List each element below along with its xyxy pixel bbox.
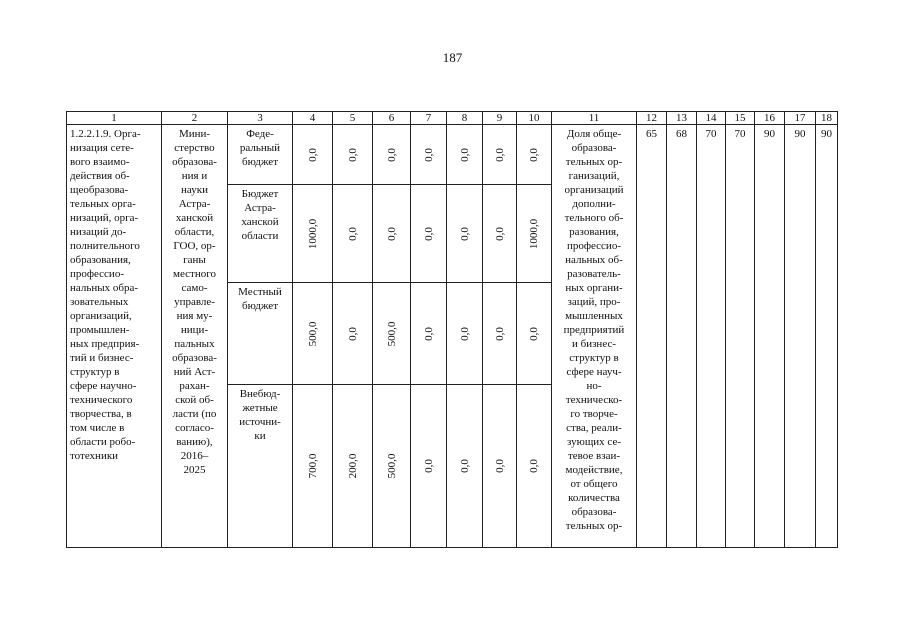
col-header: 11 (552, 112, 637, 125)
text-line: действия об- (70, 170, 130, 182)
amount-value: 0,0 (306, 147, 319, 162)
measure-cell (67, 125, 162, 548)
text-line: тельных орга- (70, 198, 136, 210)
amount-cell (447, 283, 483, 385)
col-header: 10 (517, 112, 552, 125)
text-line: том числе в (70, 422, 125, 434)
col-header: 6 (373, 112, 411, 125)
text-line: ки (254, 430, 266, 442)
text-line: бюджет (242, 300, 278, 312)
col-header: 1 (67, 112, 162, 125)
target-value: 90 (764, 128, 775, 140)
text-line: рахан- (179, 380, 210, 392)
text-line: ганизаций, (568, 170, 620, 182)
page-number: 187 (442, 50, 463, 65)
text-line: от общего (570, 478, 618, 490)
text-line: образова- (571, 506, 617, 518)
col-header: 17 (785, 112, 816, 125)
target-value-cell (726, 125, 755, 548)
text-line: ханской (241, 216, 279, 228)
amount-value: 0,0 (458, 459, 471, 473)
col-header: 16 (755, 112, 785, 125)
text-line: разователь- (567, 268, 621, 280)
target-value-cell (785, 125, 816, 548)
text-line: образова- (571, 142, 617, 154)
text-line: дополни- (572, 198, 616, 210)
text-line: предприятий (563, 324, 625, 336)
source-label (228, 125, 293, 185)
target-value: 90 (821, 128, 832, 140)
text-line: Астра- (244, 202, 276, 214)
amount-cell (483, 385, 517, 548)
text-line: науки (181, 184, 208, 196)
text-line: низаций до- (70, 226, 127, 238)
text-line: сфере науч- (566, 366, 622, 378)
text-line: пальных (174, 338, 215, 350)
col-header: 9 (483, 112, 517, 125)
text-line: жетные (242, 402, 278, 414)
col-header: 2 (162, 112, 228, 125)
amount-value: 1000,0 (306, 218, 319, 249)
amount-cell (373, 385, 411, 548)
amount-cell (373, 185, 411, 283)
amount-cell (447, 185, 483, 283)
amount-value: 0,0 (346, 226, 359, 241)
target-value-cell (667, 125, 697, 548)
target-value-cell (697, 125, 726, 548)
target-value: 65 (646, 128, 657, 140)
text-line: управле- (174, 296, 215, 308)
amount-cell (373, 125, 411, 185)
target-value: 68 (676, 128, 687, 140)
text-line: нальных об- (565, 254, 623, 266)
amount-cell (293, 283, 333, 385)
text-line: 2025 (183, 464, 206, 476)
target-value-cell (755, 125, 785, 548)
amount-cell (293, 185, 333, 283)
text-line: области робо- (70, 436, 136, 448)
target-value-cell (637, 125, 667, 548)
amount-value: 0,0 (528, 326, 540, 341)
text-line: тотехники (70, 450, 119, 462)
amount-value: 700,0 (306, 453, 319, 479)
amount-value: 0,0 (528, 147, 540, 162)
text-line: бюджет (242, 156, 278, 168)
text-line: ния му- (176, 310, 213, 322)
text-line: Феде- (246, 128, 274, 140)
col-header: 18 (816, 112, 838, 125)
text-line: ния и (181, 170, 208, 182)
text-line: тевое взаи- (567, 450, 621, 462)
text-line: техническо- (565, 394, 623, 406)
text-line: но- (586, 380, 602, 392)
amount-value: 500,0 (385, 453, 398, 479)
text-line: образова- (172, 352, 217, 364)
source-row (67, 125, 838, 185)
col-header: 3 (228, 112, 293, 125)
amount-value: 0,0 (493, 326, 506, 341)
text-line: промышлен- (70, 324, 130, 336)
text-line: количества (568, 492, 620, 504)
text-line: го творче- (570, 408, 618, 420)
text-line: ници- (180, 324, 209, 336)
text-line: 1.2.2.1.9. Орга- (70, 128, 141, 140)
amount-value: 0,0 (528, 459, 540, 473)
text-line: ных предприя- (70, 338, 140, 350)
amount-value: 0,0 (458, 226, 471, 241)
text-line: области (241, 230, 279, 242)
text-line: разования, (569, 226, 619, 238)
amount-value: 1000,0 (528, 218, 540, 249)
text-line: ства, реали- (566, 422, 622, 434)
amount-value: 0,0 (422, 459, 435, 473)
text-line: полнительного (70, 240, 140, 252)
text-line: тий и бизнес- (70, 352, 134, 364)
amount-value: 500,0 (306, 321, 319, 346)
text-line: организаций (564, 184, 624, 196)
amount-cell (517, 185, 552, 283)
text-line: низация сете- (70, 142, 134, 154)
text-line: сфере научно- (70, 380, 137, 392)
text-line: профессио- (70, 268, 124, 280)
amount-value: 0,0 (422, 226, 435, 241)
text-line: образова- (172, 156, 217, 168)
amount-value: 0,0 (458, 147, 471, 162)
text-line: ний Аст- (173, 366, 216, 378)
text-line: зующих се- (566, 436, 621, 448)
amount-cell (517, 385, 552, 548)
text-line: Бюджет (241, 188, 279, 200)
text-line: образования, (70, 254, 131, 266)
text-line: Мини- (178, 128, 211, 140)
amount-cell (483, 185, 517, 283)
text-line: ханской (175, 212, 214, 224)
target-value: 70 (705, 128, 717, 140)
text-line: низаций, орга- (70, 212, 139, 224)
amount-value: 0,0 (385, 226, 398, 241)
amount-cell (517, 125, 552, 185)
text-line: мышленных (565, 310, 623, 322)
text-line: Доля обще- (566, 128, 622, 140)
amount-value: 0,0 (422, 147, 435, 162)
amount-value: 200,0 (346, 453, 359, 479)
amount-cell (411, 283, 447, 385)
amount-value: 0,0 (346, 326, 359, 341)
text-line: щеобразова- (70, 184, 129, 196)
text-line: ской об- (175, 394, 214, 406)
amount-cell (293, 385, 333, 548)
text-line: тельного об- (564, 212, 624, 224)
col-header: 14 (697, 112, 726, 125)
amount-cell (483, 125, 517, 185)
amount-cell (447, 385, 483, 548)
amount-cell (411, 385, 447, 548)
target-value: 70 (734, 128, 746, 140)
source-label (228, 185, 293, 283)
text-line: зовательных (70, 296, 129, 308)
amount-cell (293, 125, 333, 185)
text-line: Местный (238, 286, 282, 298)
text-line: местного (173, 268, 216, 280)
amount-value: 0,0 (458, 326, 471, 341)
text-line: Внебюд- (239, 388, 281, 400)
amount-cell (483, 283, 517, 385)
text-line: области, (174, 226, 215, 238)
col-header: 8 (447, 112, 483, 125)
text-line: технического (70, 394, 133, 406)
indicator-cell (552, 125, 637, 548)
amount-cell (447, 125, 483, 185)
col-header: 15 (726, 112, 755, 125)
amount-cell (411, 125, 447, 185)
amount-value: 0,0 (493, 147, 506, 162)
text-line: Астра- (178, 198, 211, 210)
budget-table (66, 111, 838, 548)
text-line: согласо- (175, 422, 214, 434)
text-line: модействие, (565, 464, 623, 476)
amount-cell (333, 185, 373, 283)
amount-value: 0,0 (493, 226, 506, 241)
target-value: 90 (794, 128, 806, 140)
text-line: тельных ор- (565, 156, 623, 168)
text-line: ганы (183, 254, 206, 266)
column-number-row (67, 112, 838, 125)
amount-value: 0,0 (493, 459, 506, 473)
source-label (228, 283, 293, 385)
col-header: 7 (411, 112, 447, 125)
amount-value: 0,0 (385, 147, 398, 162)
text-line: тельных ор- (565, 520, 623, 532)
text-line: профессио- (567, 240, 621, 252)
amount-cell (517, 283, 552, 385)
text-line: заций, про- (567, 296, 621, 308)
col-header: 12 (637, 112, 667, 125)
text-line: структур в (569, 352, 619, 364)
text-line: творчества, в (70, 408, 132, 420)
col-header: 4 (293, 112, 333, 125)
text-line: 2016– (180, 450, 209, 462)
text-line: ласти (по (172, 408, 217, 420)
col-header: 13 (667, 112, 697, 125)
text-line: само- (181, 282, 208, 294)
text-line: вого взаимо- (70, 156, 130, 168)
amount-value: 500,0 (385, 321, 398, 346)
col-header: 5 (333, 112, 373, 125)
text-line: ральный (239, 142, 281, 154)
text-line: ных органи- (565, 282, 623, 294)
amount-value: 0,0 (346, 147, 359, 162)
amount-cell (333, 385, 373, 548)
amount-cell (333, 125, 373, 185)
amount-value: 0,0 (422, 326, 435, 341)
target-value-cell (816, 125, 838, 548)
text-line: нальных обра- (70, 282, 139, 294)
executor-cell (162, 125, 228, 548)
amount-cell (373, 283, 411, 385)
text-line: ГОО, ор- (173, 240, 216, 252)
source-label (228, 385, 293, 548)
text-line: организаций, (70, 310, 132, 322)
text-line: источни- (239, 416, 281, 428)
amount-cell (333, 283, 373, 385)
text-line: стерство (174, 142, 215, 154)
text-line: структур в (70, 366, 120, 378)
amount-cell (411, 185, 447, 283)
text-line: и бизнес- (571, 338, 617, 350)
text-line: ванию), (176, 436, 213, 448)
